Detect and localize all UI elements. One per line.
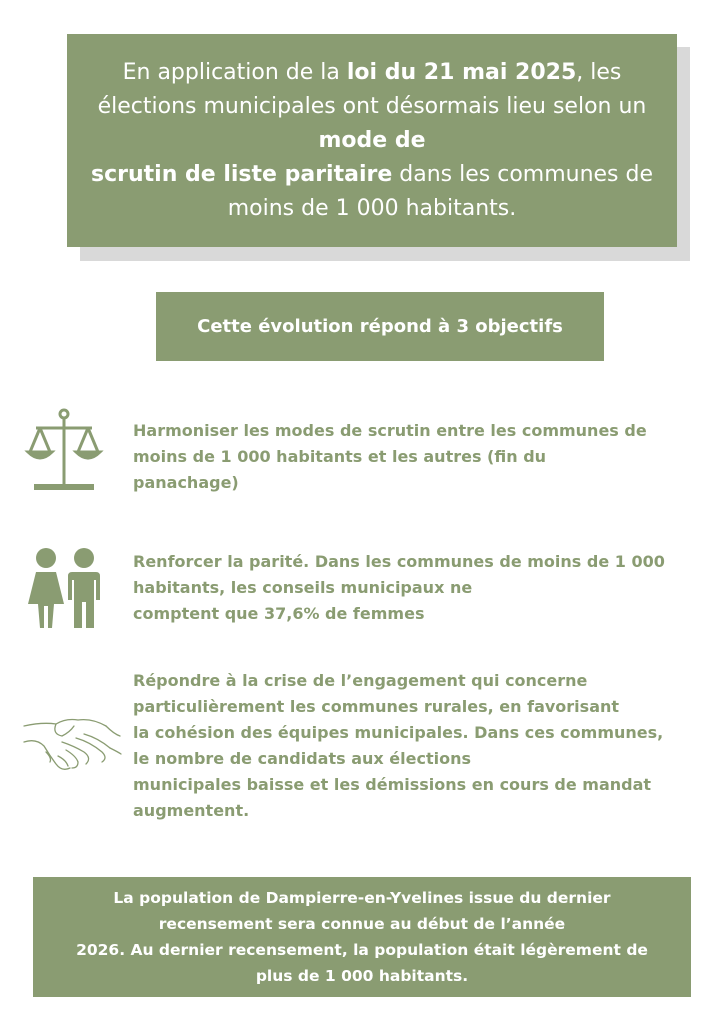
objective-harmoniser: Harmoniser les modes de scrutin entre les communes de moins de 1 000 habitants et les autres (fin du panachage) bbox=[133, 421, 647, 492]
woman-man-icon bbox=[24, 546, 104, 634]
handshake-icon bbox=[22, 712, 122, 780]
population-note bbox=[33, 877, 691, 997]
objective-engagement: Répondre à la crise de l’engagement qui concerne particulièrement les communes rurales, en favorisant la cohésion des équipes municipales. Dans ces communes, le nombre de candidats aux élections municipales baisse et les démissions en cours de mandat augmentent. bbox=[133, 671, 664, 820]
objective-parite: Renforcer la parité. Dans les communes de moins de 1 000 habitants, les conseils municipaux ne comptent que 37,6% de femmes bbox=[133, 552, 665, 623]
intro-law-date: loi du 21 mai 2025 bbox=[346, 59, 577, 85]
intro-text-part: En application de la bbox=[122, 59, 347, 85]
objectives-banner-label: Cette évolution répond à 3 objectifs bbox=[197, 316, 563, 337]
population-note-text: La population de Dampierre-en-Yvelines issue du dernier recensement sera connue au début de l’année 2026. Au dernier recensement, la population était légèrement de plus de 1 000 habitants. bbox=[76, 889, 648, 985]
intro-scrutin-bold: scrutin de liste paritaire bbox=[90, 161, 393, 187]
intro-text-part: dans les communes de moins de 1 000 habitants. bbox=[227, 161, 654, 221]
intro-text bbox=[83, 56, 661, 226]
intro-text-part: , les élections municipales ont désormais lieu selon un bbox=[97, 59, 647, 119]
intro-mode-bold: mode de bbox=[318, 127, 426, 153]
objectives-banner bbox=[156, 292, 604, 361]
intro-box bbox=[67, 34, 677, 247]
balance-scale-icon bbox=[24, 408, 104, 500]
